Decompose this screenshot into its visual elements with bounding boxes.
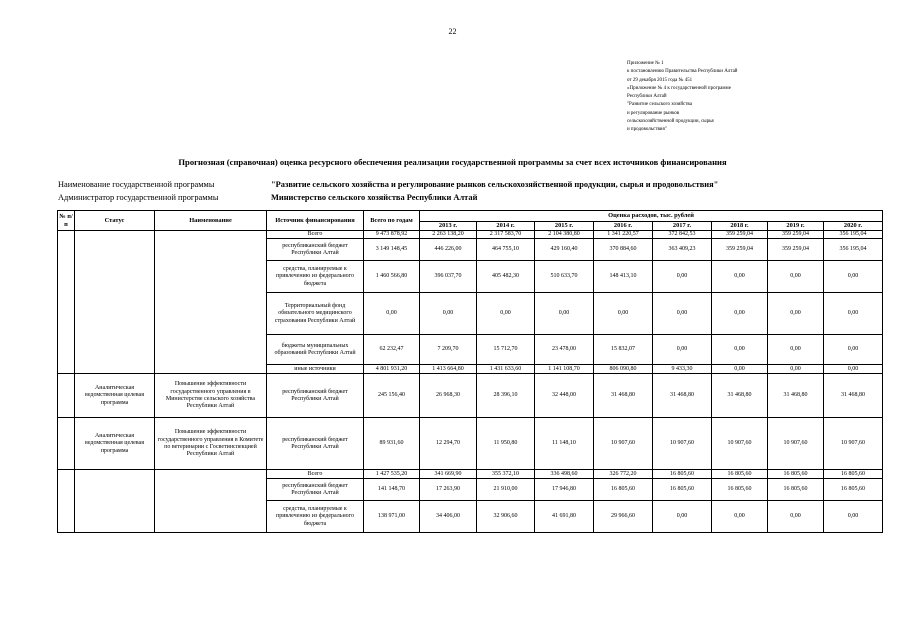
year-value-cell: 359 259,04 — [768, 231, 824, 239]
year-value-cell: 15 712,70 — [477, 335, 535, 365]
row-number-cell — [58, 418, 75, 470]
header-total: Всего по годам — [364, 211, 420, 231]
year-value-cell: 10 907,60 — [768, 418, 824, 470]
funding-table — [57, 210, 883, 533]
year-value-cell: 359 259,04 — [712, 231, 768, 239]
admin-value: Министерство сельского хозяйства Республики Алтай — [271, 193, 478, 202]
year-value-cell: 356 195,04 — [824, 239, 883, 261]
source-cell: средства, планируемые к привлечению из федерального бюджета — [267, 501, 364, 533]
appendix-line: к постановлению Правительства Республики Алтай — [627, 69, 738, 75]
total-cell: 89 931,60 — [364, 418, 420, 470]
table-row — [58, 418, 883, 470]
appendix-line: сельскохозяйственной продукции, сырья — [627, 119, 714, 125]
table-row — [58, 374, 883, 418]
status-cell — [75, 470, 155, 533]
year-value-cell: 0,00 — [824, 261, 883, 293]
year-value-cell: 0,00 — [653, 335, 712, 365]
year-value-cell: 26 968,30 — [420, 374, 477, 418]
header-year: 2016 г. — [594, 222, 653, 231]
year-value-cell: 0,00 — [768, 365, 824, 374]
year-value-cell: 0,00 — [712, 335, 768, 365]
status-cell — [75, 231, 155, 374]
year-value-cell: 31 468,80 — [768, 374, 824, 418]
table-row — [58, 470, 883, 479]
name-cell: Повышение эффективности государственного управления в Комитете по ветеринарии с Госветинспекцией Республики Алтай — [155, 418, 267, 470]
year-value-cell: 31 468,80 — [824, 374, 883, 418]
total-cell: 245 156,40 — [364, 374, 420, 418]
year-value-cell: 21 910,00 — [477, 479, 535, 501]
year-value-cell: 0,00 — [653, 501, 712, 533]
header-status: Статус — [75, 211, 155, 231]
name-cell — [155, 470, 267, 533]
year-value-cell: 2 263 138,20 — [420, 231, 477, 239]
year-value-cell: 16 805,60 — [768, 479, 824, 501]
source-cell: Всего — [267, 470, 364, 479]
year-value-cell: 16 805,60 — [653, 479, 712, 501]
year-value-cell: 10 907,60 — [824, 418, 883, 470]
year-value-cell: 326 772,20 — [594, 470, 653, 479]
year-value-cell: 1 413 664,80 — [420, 365, 477, 374]
document-title: Прогнозная (справочная) оценка ресурсного обеспечения реализации государственной программы за счет всех источников финансирования — [178, 157, 727, 167]
year-value-cell: 0,00 — [824, 293, 883, 335]
year-value-cell: 341 669,90 — [420, 470, 477, 479]
source-cell: иные источники — [267, 365, 364, 374]
year-value-cell: 16 805,60 — [824, 479, 883, 501]
year-value-cell: 31 468,80 — [594, 374, 653, 418]
total-cell: 141 148,70 — [364, 479, 420, 501]
source-cell: бюджеты муниципальных образований Республики Алтай — [267, 335, 364, 365]
admin-label: Администратор государственной программы — [58, 193, 219, 202]
total-cell: 1 427 535,20 — [364, 470, 420, 479]
total-cell: 138 971,00 — [364, 501, 420, 533]
year-value-cell: 9 433,30 — [653, 365, 712, 374]
header-name: Наименование — [155, 211, 267, 231]
year-value-cell: 28 396,10 — [477, 374, 535, 418]
year-value-cell: 405 482,30 — [477, 261, 535, 293]
year-value-cell: 11 950,80 — [477, 418, 535, 470]
page-number: 22 — [448, 27, 457, 36]
header-year: 2017 г. — [653, 222, 712, 231]
appendix-line: и регулирование рынков — [627, 110, 680, 116]
year-value-cell: 464 755,10 — [477, 239, 535, 261]
year-value-cell: 1 431 633,60 — [477, 365, 535, 374]
year-value-cell: 0,00 — [535, 293, 594, 335]
year-value-cell: 0,00 — [824, 365, 883, 374]
year-value-cell: 16 805,60 — [768, 470, 824, 479]
header-source: Источник финансирования — [267, 211, 364, 231]
header-year: 2015 г. — [535, 222, 594, 231]
header-num: № п/п — [58, 211, 75, 231]
row-number-cell — [58, 231, 75, 374]
year-value-cell: 0,00 — [712, 501, 768, 533]
source-cell: республиканский бюджет Республики Алтай — [267, 239, 364, 261]
status-cell: Аналитическая ведомственная целевая программа — [75, 418, 155, 470]
year-value-cell: 510 633,70 — [535, 261, 594, 293]
year-value-cell: 446 226,00 — [420, 239, 477, 261]
year-value-cell: 10 907,60 — [594, 418, 653, 470]
year-value-cell: 12 294,70 — [420, 418, 477, 470]
year-value-cell: 7 209,70 — [420, 335, 477, 365]
year-value-cell: 16 805,60 — [712, 479, 768, 501]
appendix-note — [627, 60, 737, 135]
year-value-cell: 370 884,60 — [594, 239, 653, 261]
total-cell: 0,00 — [364, 293, 420, 335]
header-year: 2019 г. — [768, 222, 824, 231]
year-value-cell: 0,00 — [768, 501, 824, 533]
year-value-cell: 429 160,40 — [535, 239, 594, 261]
name-cell — [155, 231, 267, 374]
name-cell: Повышение эффективности государственного управления в Министерстве сельского хозяйства Республики Алтай — [155, 374, 267, 418]
year-value-cell: 0,00 — [420, 293, 477, 335]
year-value-cell: 2 317 583,70 — [477, 231, 535, 239]
header-estimate: Оценка расходов, тыс. рублей — [420, 211, 883, 222]
year-value-cell: 0,00 — [477, 293, 535, 335]
year-value-cell: 32 448,00 — [535, 374, 594, 418]
source-cell: Территориальный фонд обязательного медицинского страхования Республики Алтай — [267, 293, 364, 335]
total-cell: 62 232,47 — [364, 335, 420, 365]
year-value-cell: 0,00 — [768, 335, 824, 365]
year-value-cell: 29 966,60 — [594, 501, 653, 533]
year-value-cell: 2 104 380,80 — [535, 231, 594, 239]
year-value-cell: 0,00 — [712, 261, 768, 293]
total-cell: 3 149 148,45 — [364, 239, 420, 261]
year-value-cell: 0,00 — [594, 293, 653, 335]
year-value-cell: 34 406,00 — [420, 501, 477, 533]
year-value-cell: 16 805,60 — [653, 470, 712, 479]
year-value-cell: 41 691,80 — [535, 501, 594, 533]
year-value-cell: 16 805,60 — [594, 479, 653, 501]
source-cell: средства, планируемые к привлечению из федерального бюджета — [267, 261, 364, 293]
year-value-cell: 0,00 — [824, 501, 883, 533]
appendix-line: «Приложение № 4 к государственной программе — [627, 85, 731, 91]
appendix-line: Республики Алтай — [627, 94, 667, 100]
year-value-cell: 31 468,80 — [712, 374, 768, 418]
program-value: "Развитие сельского хозяйства и регулирование рынков сельскохозяйственной продукции, сырья и продовольствия" — [271, 180, 719, 189]
row-number-cell — [58, 374, 75, 418]
status-cell: Аналитическая ведомственная целевая программа — [75, 374, 155, 418]
header-year: 2020 г. — [824, 222, 883, 231]
year-value-cell: 1 341 220,57 — [594, 231, 653, 239]
year-value-cell: 0,00 — [712, 365, 768, 374]
source-cell: республиканский бюджет Республики Алтай — [267, 374, 364, 418]
year-value-cell: 0,00 — [712, 293, 768, 335]
source-cell: республиканский бюджет Республики Алтай — [267, 418, 364, 470]
year-value-cell: 0,00 — [653, 261, 712, 293]
year-value-cell: 336 498,60 — [535, 470, 594, 479]
year-value-cell: 16 805,60 — [712, 470, 768, 479]
table-row — [58, 231, 883, 239]
year-value-cell: 148 413,10 — [594, 261, 653, 293]
appendix-line: и продовольствия" — [627, 127, 667, 133]
appendix-line: от 29 декабря 2015 года № 451 — [627, 77, 693, 83]
appendix-line: Приложение № 1 — [627, 61, 664, 66]
appendix-line: "Развитие сельского хозяйства — [627, 102, 692, 108]
source-cell: республиканский бюджет Республики Алтай — [267, 479, 364, 501]
year-value-cell: 359 259,04 — [768, 239, 824, 261]
total-cell: 4 801 931,20 — [364, 365, 420, 374]
year-value-cell: 363 409,23 — [653, 239, 712, 261]
year-value-cell: 0,00 — [768, 293, 824, 335]
total-cell: 9 473 878,92 — [364, 231, 420, 239]
source-cell: Всего — [267, 231, 364, 239]
year-value-cell: 0,00 — [768, 261, 824, 293]
year-value-cell: 355 372,10 — [477, 470, 535, 479]
year-value-cell: 0,00 — [824, 335, 883, 365]
header-year: 2018 г. — [712, 222, 768, 231]
year-value-cell: 356 195,04 — [824, 231, 883, 239]
year-value-cell: 1 141 108,70 — [535, 365, 594, 374]
year-value-cell: 372 842,53 — [653, 231, 712, 239]
year-value-cell: 17 263,90 — [420, 479, 477, 501]
year-value-cell: 16 805,60 — [824, 470, 883, 479]
year-value-cell: 396 037,70 — [420, 261, 477, 293]
year-value-cell: 10 907,60 — [653, 418, 712, 470]
header-year: 2013 г. — [420, 222, 477, 231]
program-label: Наименование государственной программы — [58, 180, 215, 189]
total-cell: 1 460 566,80 — [364, 261, 420, 293]
year-value-cell: 11 148,10 — [535, 418, 594, 470]
year-value-cell: 806 090,80 — [594, 365, 653, 374]
year-value-cell: 10 907,60 — [712, 418, 768, 470]
row-number-cell — [58, 470, 75, 533]
year-value-cell: 31 468,80 — [653, 374, 712, 418]
header-year: 2014 г. — [477, 222, 535, 231]
year-value-cell: 15 832,07 — [594, 335, 653, 365]
year-value-cell: 359 259,04 — [712, 239, 768, 261]
year-value-cell: 17 946,80 — [535, 479, 594, 501]
year-value-cell: 0,00 — [653, 293, 712, 335]
year-value-cell: 32 906,60 — [477, 501, 535, 533]
year-value-cell: 23 478,00 — [535, 335, 594, 365]
